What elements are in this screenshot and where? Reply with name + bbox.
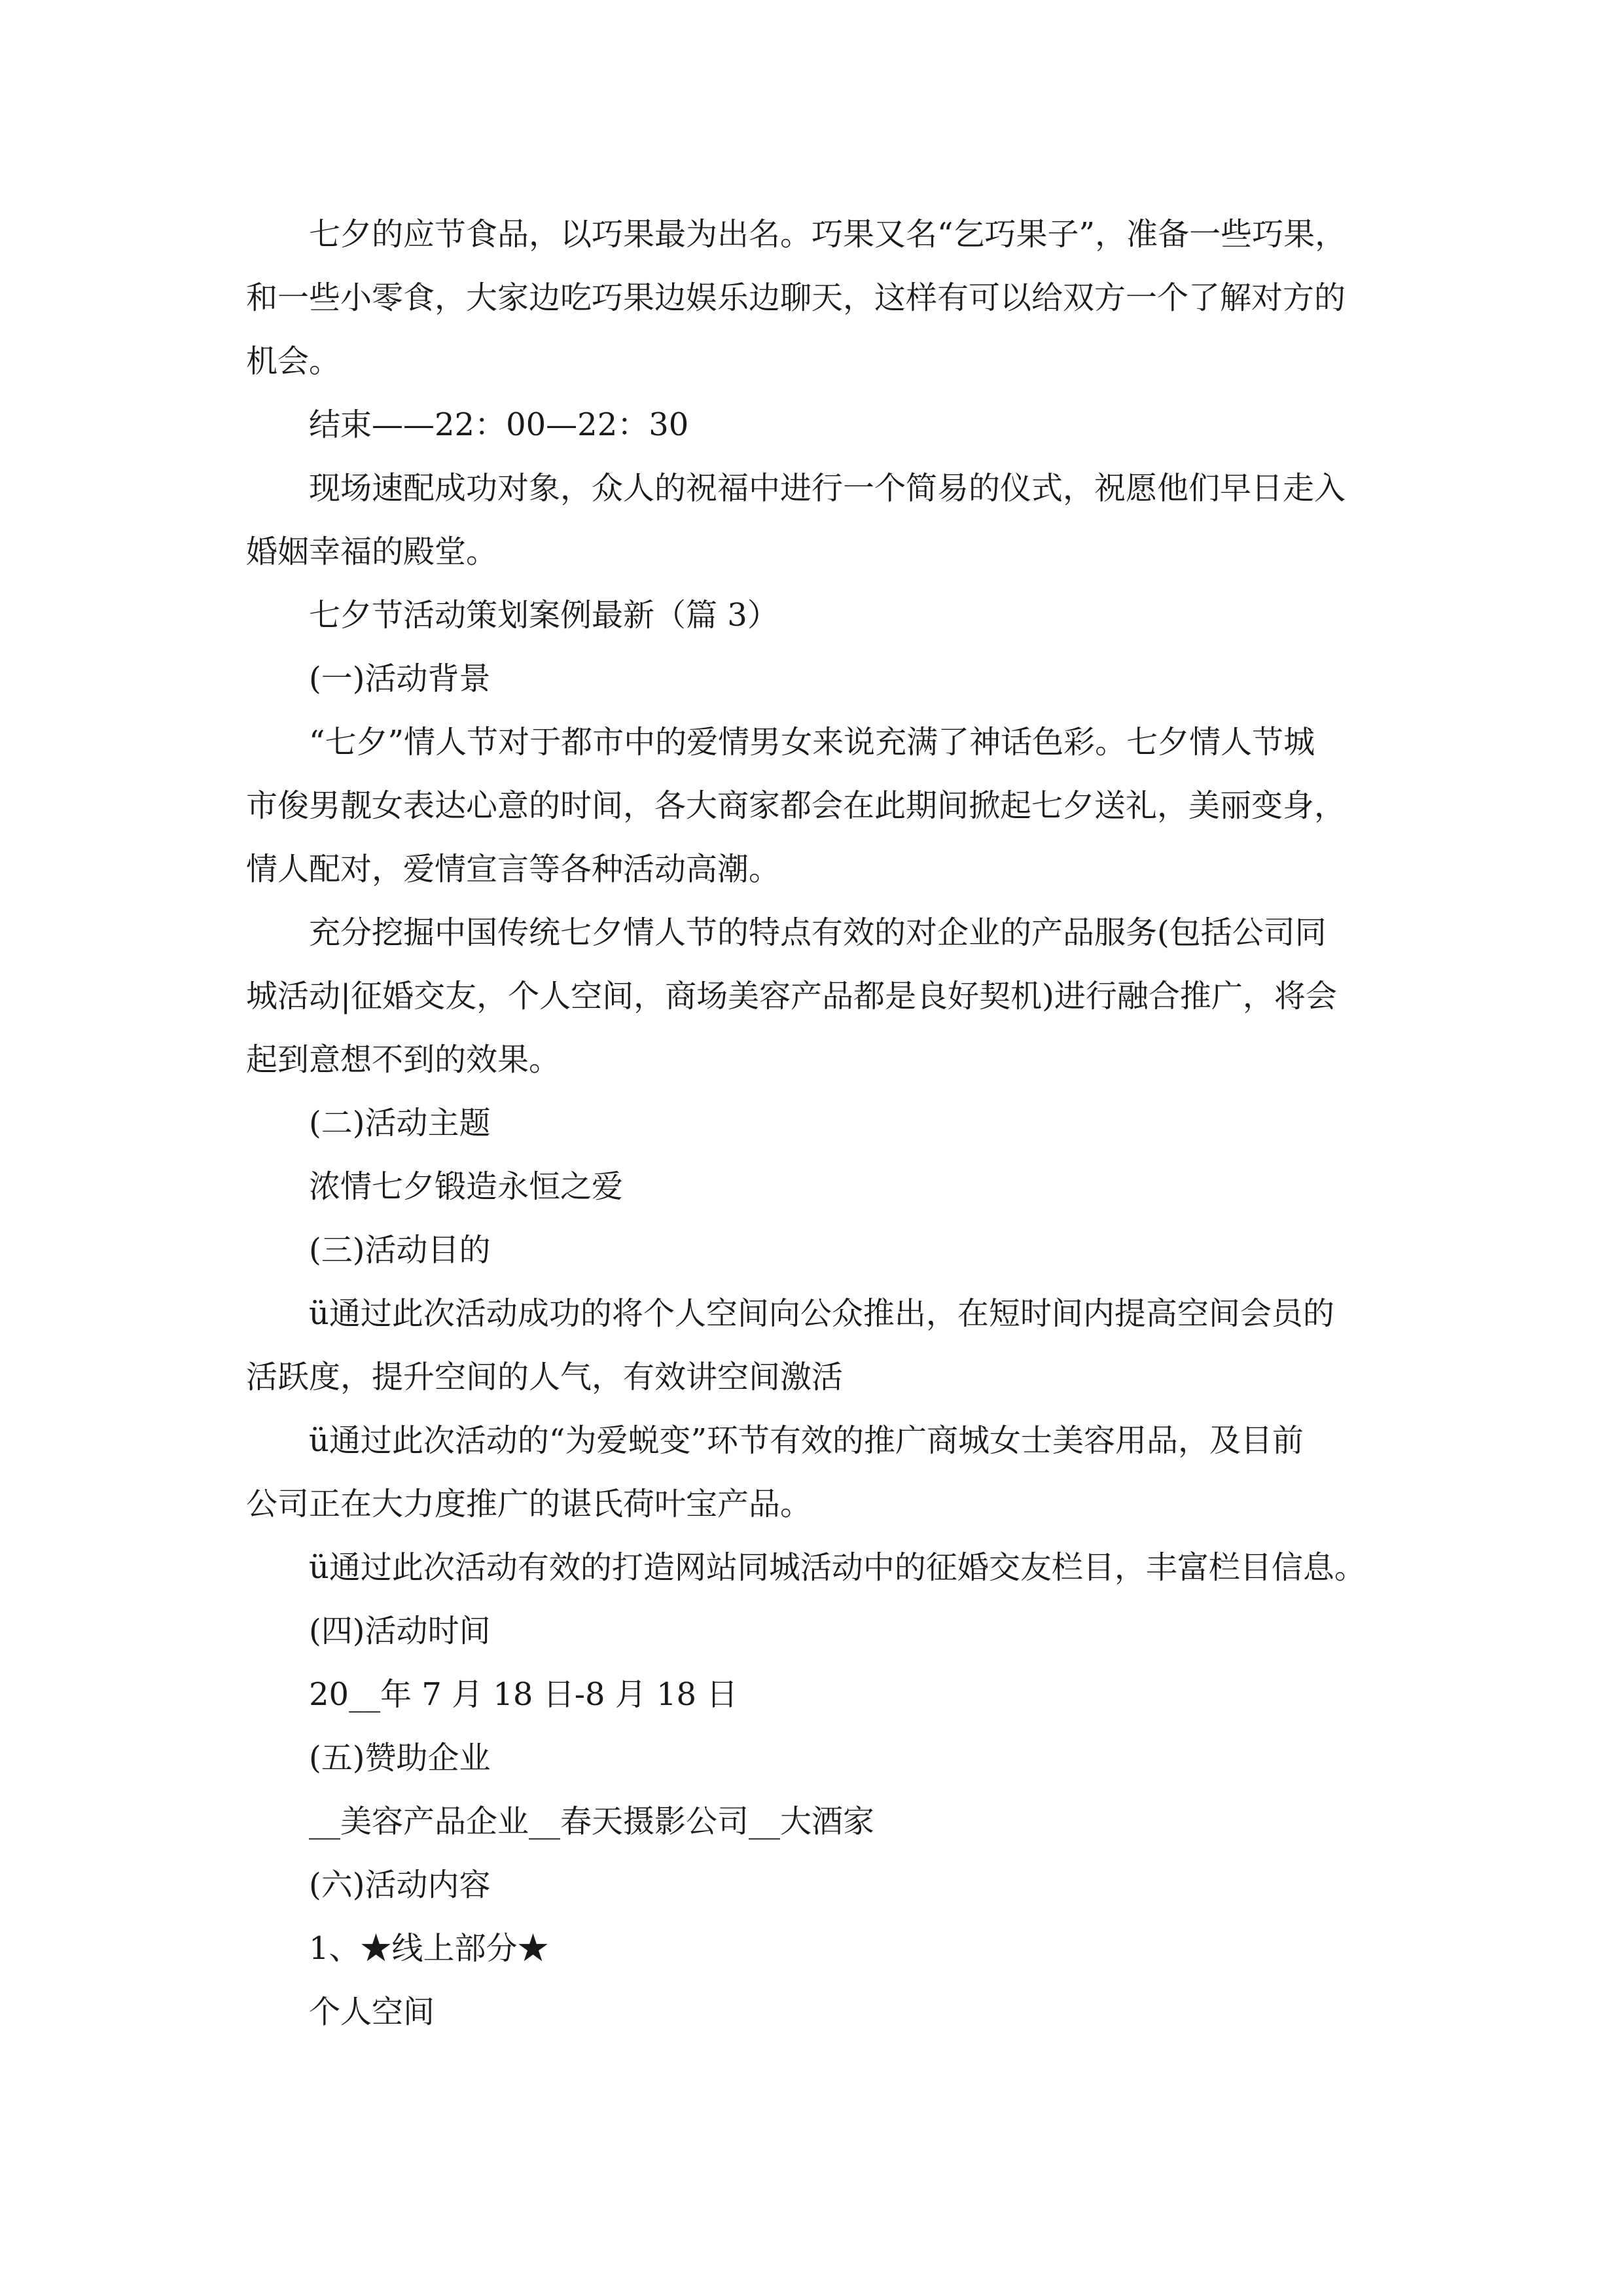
- paragraph-ceremony: [246, 457, 1385, 584]
- paragraph-purpose-3: [246, 1536, 1385, 1600]
- subheading-online: [246, 1917, 1385, 1981]
- document-body: [246, 203, 1385, 2044]
- text-line: (五)赞助企业: [309, 1740, 491, 1776]
- text-line: 个人空间: [309, 1994, 435, 2030]
- text-line: ü通过此次活动有效的打造网站同城活动中的征婚交友栏目，丰富栏目信息。: [309, 1549, 1366, 1586]
- text-line: 七夕节活动策划案例最新（篇 3）: [309, 597, 779, 634]
- paragraph-purpose-1: [246, 1282, 1385, 1409]
- paragraph-theme: [246, 1155, 1385, 1219]
- text-line: ü通过此次活动的“为爱蜕变”环节有效的推广商城女士美容用品，及目前: [309, 1422, 1304, 1459]
- text-line: (一)活动背景: [309, 660, 491, 697]
- text-line: 20__年 7 月 18 日-8 月 18 日: [309, 1676, 738, 1713]
- text-line: (三)活动目的: [309, 1232, 491, 1268]
- text-line: 结束——22：00—22：30: [309, 406, 689, 443]
- text-line: 情人配对，爱情宣言等各种活动高潮。: [246, 851, 781, 888]
- text-line: 七夕的应节食品，以巧果最为出名。巧果又名“乞巧果子”，准备一些巧果，: [309, 216, 1347, 253]
- heading-background: [246, 647, 1385, 711]
- heading-content: [246, 1854, 1385, 1917]
- section-title-case-3: [246, 584, 1385, 647]
- text-line: “七夕”情人节对于都市中的爱情男女来说充满了神话色彩。七夕情人节城: [309, 724, 1315, 761]
- text-line: 婚姻幸福的殿堂。: [246, 533, 498, 570]
- paragraph-qiaoguo-food: [246, 203, 1385, 393]
- text-line: (六)活动内容: [309, 1867, 491, 1903]
- heading-sponsors: [246, 1727, 1385, 1790]
- text-line: 现场速配成功对象，众人的祝福中进行一个简易的仪式，祝愿他们早日走入: [309, 470, 1346, 507]
- text-line: 浓情七夕锻造永恒之爱: [309, 1168, 624, 1205]
- heading-time: [246, 1600, 1385, 1663]
- paragraph-sponsors: [246, 1790, 1385, 1854]
- text-line: 起到意想不到的效果。: [246, 1041, 561, 1078]
- text-line: 机会。: [246, 343, 341, 380]
- paragraph-background-2: [246, 901, 1385, 1092]
- paragraph-time: [246, 1663, 1385, 1727]
- paragraph-purpose-2: [246, 1409, 1385, 1536]
- text-line: __美容产品企业__春天摄影公司__大酒家: [309, 1803, 875, 1840]
- text-line: 活跃度，提升空间的人气，有效讲空间激活: [246, 1359, 844, 1395]
- text-line: (四)活动时间: [309, 1613, 491, 1649]
- text-line: (二)活动主题: [309, 1105, 491, 1141]
- heading-purpose: [246, 1219, 1385, 1282]
- paragraph-personal-space: [246, 1981, 1385, 2044]
- text-line: 和一些小零食，大家边吃巧果边娱乐边聊天，这样有可以给双方一个了解对方的: [246, 279, 1346, 316]
- text-line: 充分挖掘中国传统七夕情人节的特点有效的对企业的产品服务(包括公司同: [309, 914, 1327, 951]
- text-line: 市俊男靓女表达心意的时间，各大商家都会在此期间掀起七夕送礼，美丽变身，: [246, 787, 1346, 824]
- paragraph-background-1: [246, 711, 1385, 901]
- text-line: ü通过此次活动成功的将个人空间向公众推出，在短时间内提高空间会员的: [309, 1295, 1334, 1332]
- text-line: 1、★线上部分★: [309, 1930, 549, 1967]
- paragraph-end-time: [246, 393, 1385, 457]
- text-line: 城活动|征婚交友，个人空间，商场美容产品都是良好契机)进行融合推广，将会: [246, 978, 1337, 1014]
- text-line: 公司正在大力度推广的谌氏荷叶宝产品。: [246, 1486, 812, 1522]
- heading-theme: [246, 1092, 1385, 1155]
